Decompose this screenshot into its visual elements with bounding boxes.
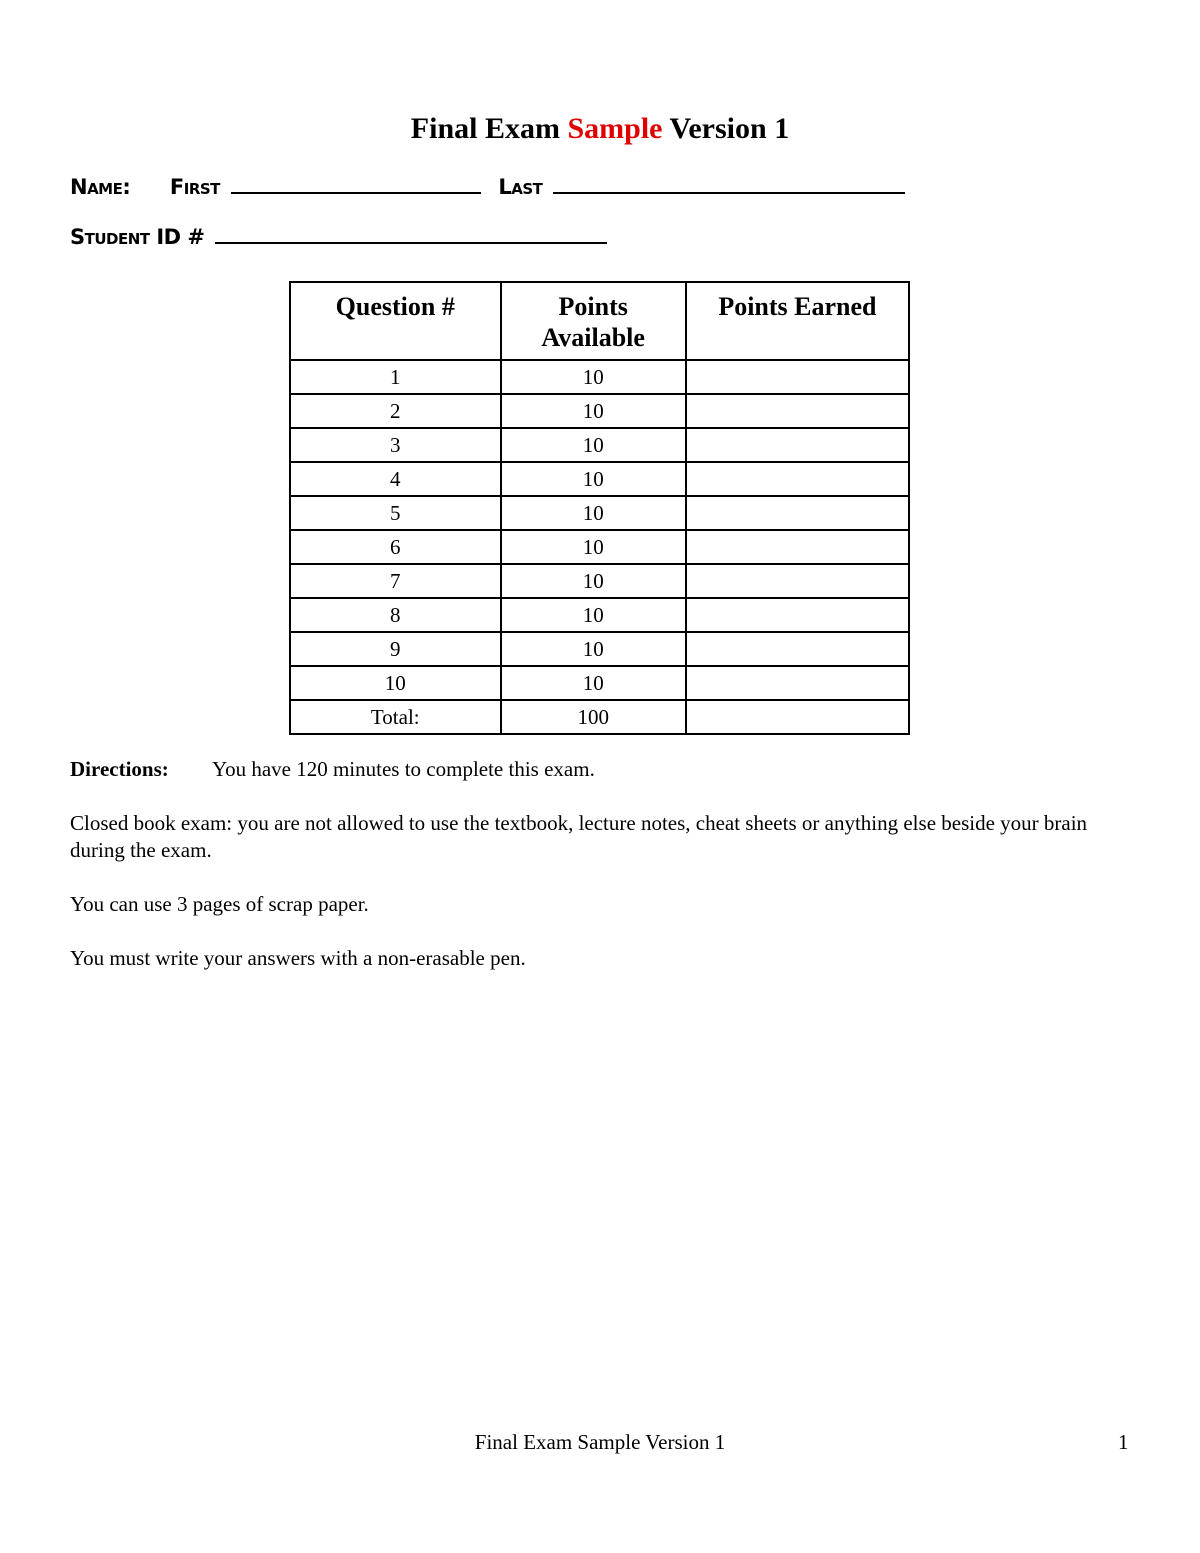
name-row (70, 172, 905, 199)
question-number-cell: 6 (290, 530, 501, 564)
first-name-label: First (169, 175, 220, 199)
points-earned-cell[interactable] (686, 428, 909, 462)
points-available-cell: 10 (501, 462, 686, 496)
question-number-cell: 3 (290, 428, 501, 462)
score-table (289, 281, 910, 735)
table-row (290, 394, 909, 428)
question-number-cell: 8 (290, 598, 501, 632)
student-id-row (70, 222, 607, 249)
table-row (290, 360, 909, 394)
student-id-label: Student ID # (70, 225, 205, 249)
points-earned-cell[interactable] (686, 598, 909, 632)
directions-text: You have 120 minutes to complete this exam. (212, 757, 595, 781)
points-available-cell: 10 (501, 666, 686, 700)
total-earned-cell[interactable] (686, 700, 909, 734)
table-row (290, 530, 909, 564)
directions-label: Directions: (70, 757, 169, 781)
points-earned-cell[interactable] (686, 530, 909, 564)
points-earned-cell[interactable] (686, 564, 909, 598)
question-number-cell: 10 (290, 666, 501, 700)
question-number-cell: 4 (290, 462, 501, 496)
points-earned-cell[interactable] (686, 394, 909, 428)
question-number-cell: 1 (290, 360, 501, 394)
points-available-cell: 10 (501, 530, 686, 564)
points-available-cell: 10 (501, 598, 686, 632)
table-row (290, 496, 909, 530)
title-accent: Sample (567, 112, 663, 145)
question-number-cell: 9 (290, 632, 501, 666)
paragraph-scrap-paper: You can use 3 pages of scrap paper. (70, 892, 369, 916)
total-points-cell: 100 (501, 700, 686, 734)
points-earned-cell[interactable] (686, 462, 909, 496)
points-available-cell: 10 (501, 394, 686, 428)
title-part1: Final Exam (410, 112, 568, 145)
table-row (290, 632, 909, 666)
points-earned-cell[interactable] (686, 666, 909, 700)
table-row (290, 428, 909, 462)
table-row (290, 598, 909, 632)
question-number-cell: 7 (290, 564, 501, 598)
directions (70, 756, 1130, 783)
table-row (290, 564, 909, 598)
title-part2: Version 1 (662, 112, 790, 145)
table-row (290, 462, 909, 496)
header-points-earned: Points Earned (686, 282, 909, 360)
table-header-row (290, 282, 909, 360)
header-points-available: Points Available (501, 282, 686, 360)
paragraph-pen: You must write your answers with a non-erasable pen. (70, 946, 526, 970)
question-number-cell: 2 (290, 394, 501, 428)
total-label-cell: Total: (290, 700, 501, 734)
points-available-cell: 10 (501, 360, 686, 394)
table-row (290, 666, 909, 700)
points-earned-cell[interactable] (686, 360, 909, 394)
points-available-cell: 10 (501, 632, 686, 666)
page-title (0, 112, 1200, 146)
points-available-cell: 10 (501, 564, 686, 598)
footer-text: Final Exam Sample Version 1 (474, 1430, 726, 1454)
student-id-blank[interactable] (215, 222, 607, 244)
question-number-cell: 5 (290, 496, 501, 530)
table-total-row (290, 700, 909, 734)
points-available-cell: 10 (501, 428, 686, 462)
last-name-blank[interactable] (553, 172, 905, 194)
points-earned-cell[interactable] (686, 632, 909, 666)
points-available-cell: 10 (501, 496, 686, 530)
page-number: 1 (1118, 1430, 1129, 1454)
last-name-label: Last (498, 175, 543, 199)
paragraph-closed-book: Closed book exam: you are not allowed to use the textbook, lecture notes, cheat sheets or anything else beside your brain during the exam. (70, 811, 1088, 862)
header-question: Question # (290, 282, 501, 360)
name-label: Name: (70, 175, 131, 199)
points-earned-cell[interactable] (686, 496, 909, 530)
first-name-blank[interactable] (231, 172, 481, 194)
